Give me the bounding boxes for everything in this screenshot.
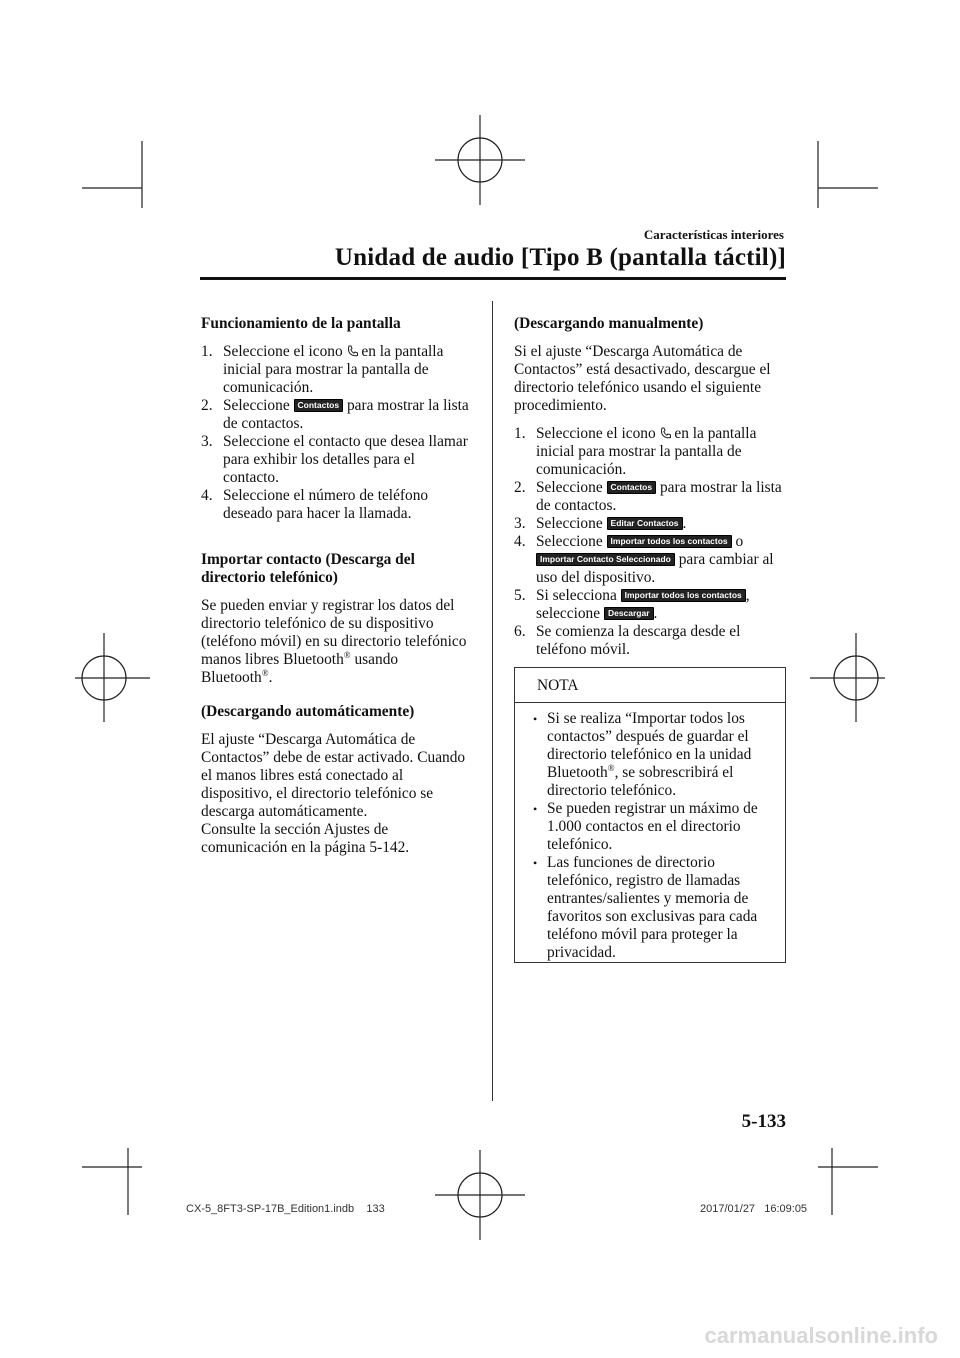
importar-todos-button: Importar todos los contactos: [621, 589, 746, 602]
page-number: 5-133: [741, 1111, 786, 1132]
step-item: 4. Seleccione Importar todos los contactos o Importar Contacto Seleccionado para cambiar al uso del dispositivo.: [514, 533, 774, 586]
note-title: NOTA: [537, 677, 579, 694]
footer-file: CX-5_8FT3-SP-17B_Edition1.indb 133: [186, 1203, 385, 1215]
section-title: Unidad de audio [Tipo B (pantalla táctil)]: [334, 244, 786, 271]
importar-seleccionado-button: Importar Contacto Seleccionado: [536, 553, 675, 566]
note-list: [533, 710, 779, 962]
screen-steps: [201, 343, 473, 523]
step-item: 4. Seleccione el número de teléfono deseado para hacer la llamada.: [201, 487, 429, 522]
auto-paragraph: El ajuste “Descarga Automática de Contactos” debe de estar activado. Cuando el manos libres está conectado al dispositivo, el directorio telefónico se descarga automáticamente.: [201, 731, 466, 820]
heading-import-contact: Importar contacto (Descarga del directorio telefónico): [201, 551, 415, 586]
descargar-button: Descargar: [604, 607, 654, 620]
step-item: 1. Seleccione el icono en la pantalla inicial para mostrar la pantalla de comunicación.: [201, 343, 444, 396]
step-item: 5. Si selecciona Importar todos los contactos , seleccione Descargar .: [514, 587, 750, 622]
note-header: [515, 668, 785, 703]
step-item: 6. Se comienza la descarga desde el teléfono móvil.: [514, 623, 741, 658]
importar-todos-button: Importar todos los contactos: [607, 535, 732, 548]
step-item: 3. Seleccione el contacto que desea llamar para exhibir los detalles para el contacto.: [201, 433, 468, 486]
watermark: carmanualsonline.info: [704, 1323, 938, 1348]
note-box: [514, 667, 786, 963]
note-item: • Las funciones de directorio telefónico, registro de llamadas entrantes/salientes y memoria de favoritos son exclusivas para cada teléfono móvil para proteger la privacidad.: [533, 854, 758, 961]
phone-icon: [347, 345, 358, 357]
column-divider: [492, 301, 493, 1101]
chapter-title: Características interiores: [643, 227, 784, 242]
note-item: • Si se realiza “Importar todos los contactos” después de guardar el directorio telefónico en la unidad Bluetooth®, se sobrescribirá el directorio telefónico.: [533, 710, 752, 799]
contactos-button: Contactos: [607, 481, 657, 494]
import-paragraph: Se pueden enviar y registrar los datos del directorio telefónico de su dispositivo (teléfono móvil) en su directorio telefónico manos libres Bluetooth® usando Bluetooth®.: [201, 597, 467, 686]
step-item: 3. Seleccione Editar Contactos .: [514, 515, 687, 532]
right-column: [514, 315, 786, 659]
heading-screen-operation: Funcionamiento de la pantalla: [201, 315, 401, 332]
heading-auto-download: (Descargando automáticamente): [201, 703, 415, 720]
editar-contactos-button: Editar Contactos: [607, 517, 683, 530]
manual-steps: [514, 425, 786, 659]
header-rule: [200, 277, 786, 280]
step-item: 2. Seleccione Contactos para mostrar la lista de contactos.: [201, 397, 469, 432]
phone-icon: [660, 427, 671, 439]
heading-manual-download: (Descargando manualmente): [514, 315, 704, 332]
reference-paragraph: Consulte la sección Ajustes de comunicación en la página 5-142.: [201, 821, 410, 856]
note-item: • Se pueden registrar un máximo de 1.000 contactos en el directorio telefónico.: [533, 800, 758, 853]
contactos-button: Contactos: [294, 399, 344, 412]
footer-date: 2017/01/27 16:09:05: [700, 1203, 808, 1215]
step-item: 1. Seleccione el icono en la pantalla inicial para mostrar la pantalla de comunicación.: [514, 425, 757, 478]
step-item: 2. Seleccione Contactos para mostrar la lista de contactos.: [514, 479, 782, 514]
left-column: [201, 315, 473, 857]
manual-paragraph: Si el ajuste “Descarga Automática de Contactos” está desactivado, descargue el directorio telefónico usando el siguiente procedimiento.: [514, 343, 771, 414]
